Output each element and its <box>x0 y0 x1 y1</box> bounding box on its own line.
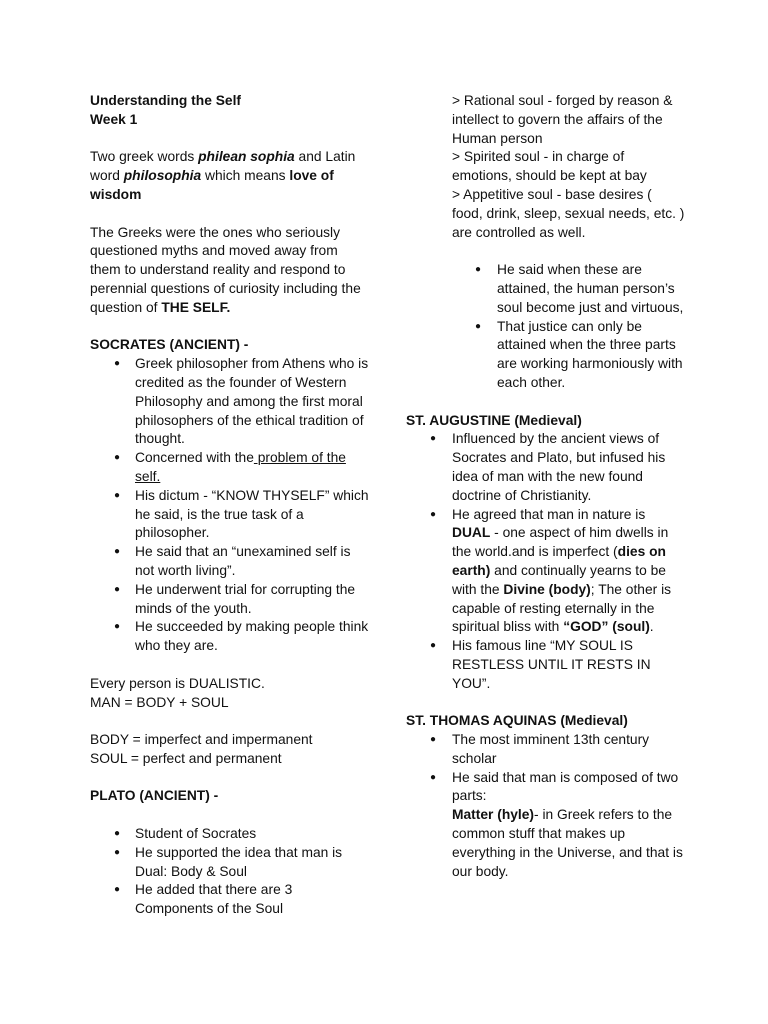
list-item: ● Greek philosopher from Athens who is credited as the founder of Western Philosophy and among the first moral philosophers of the ethical tradition of thought. <box>90 355 370 449</box>
body-definition: BODY = imperfect and impermanent <box>90 732 313 748</box>
intro-paragraph-2: The Greeks were the ones who seriously questioned myths and moved away from them to understand reality and respond to perennial questions of curiosity including the question of THE SELF. <box>90 224 361 315</box>
list-item: ● Concerned with the problem of the self. <box>90 449 370 487</box>
socrates-list <box>90 355 370 656</box>
augustine-heading: ST. AUGUSTINE (Medieval) <box>406 412 582 428</box>
spirited-soul: > Spirited soul - in charge of emotions, should be kept at bay <box>452 149 647 184</box>
list-item: ● His dictum - “KNOW THYSELF” which he said, is the true task of a philosopher. <box>90 487 370 543</box>
soul-definition: SOUL = perfect and permanent <box>90 750 282 766</box>
list-item: ● Influenced by the ancient views of Socrates and Plato, but infused his idea of man with the new found doctrine of Christianity. <box>406 430 686 505</box>
list-item: ● He underwent trial for corrupting the minds of the youth. <box>90 581 370 619</box>
list-item: ● That justice can only be attained when the three parts are working harmoniously with each other. <box>406 318 686 393</box>
list-item: ● He added that there are 3 Components of the Soul <box>90 881 370 919</box>
doc-week: Week 1 <box>90 111 138 127</box>
doc-title: Understanding the Self <box>90 93 242 108</box>
man-equation: MAN = BODY + SOUL <box>90 694 229 710</box>
list-item: ● He supported the idea that man is Dual: Body & Soul <box>90 844 370 882</box>
aquinas-list <box>406 731 686 881</box>
appetitive-soul: > Appetitive soul - base desires ( food, drink, sleep, sexual needs, etc. ) are controlled as well. <box>452 186 685 240</box>
intro-paragraph-1: Two greek words philean sophia and Latin word philosophia which means love of wisdom <box>90 149 356 202</box>
list-item: ● The most imminent 13th century scholar <box>406 731 686 769</box>
list-item: ● His famous line “MY SOUL IS RESTLESS UNTIL IT RESTS IN YOU”. <box>406 637 686 693</box>
plato-list <box>90 825 370 919</box>
augustine-list <box>406 430 686 693</box>
list-item: ● Student of Socrates <box>90 825 370 844</box>
list-item: ● He said when these are attained, the human person’s soul become just and virtuous, <box>406 261 686 317</box>
list-item: ● He said that man is composed of two parts: Matter (hyle)- in Greek refers to the common stuff that makes up everything in the Universe, and that is our body. <box>406 769 686 882</box>
rational-soul: > Rational soul - forged by reason & intellect to govern the affairs of the Human person <box>452 93 673 146</box>
soul-parts <box>406 92 686 242</box>
soul-parts-list <box>406 261 686 393</box>
list-item: ● He said that an “unexamined self is not worth living”. <box>90 543 370 581</box>
dualistic-line: Every person is DUALISTIC. <box>90 675 265 691</box>
socrates-heading: SOCRATES (ANCIENT) - <box>90 337 249 353</box>
plato-heading: PLATO (ANCIENT) - <box>90 788 219 804</box>
list-item: ● He agreed that man in nature is DUAL - one aspect of him dwells in the world.and is imperfect (dies on earth) and continually yearns to be with the Divine (body); The other is capable of resting eternally in the spiritual bliss with “GOD” (soul). <box>406 506 686 638</box>
aquinas-heading: ST. THOMAS AQUINAS (Medieval) <box>406 713 628 729</box>
left-column <box>90 92 370 919</box>
list-item: ● He succeeded by making people think who they are. <box>90 618 370 656</box>
right-column <box>406 92 686 881</box>
